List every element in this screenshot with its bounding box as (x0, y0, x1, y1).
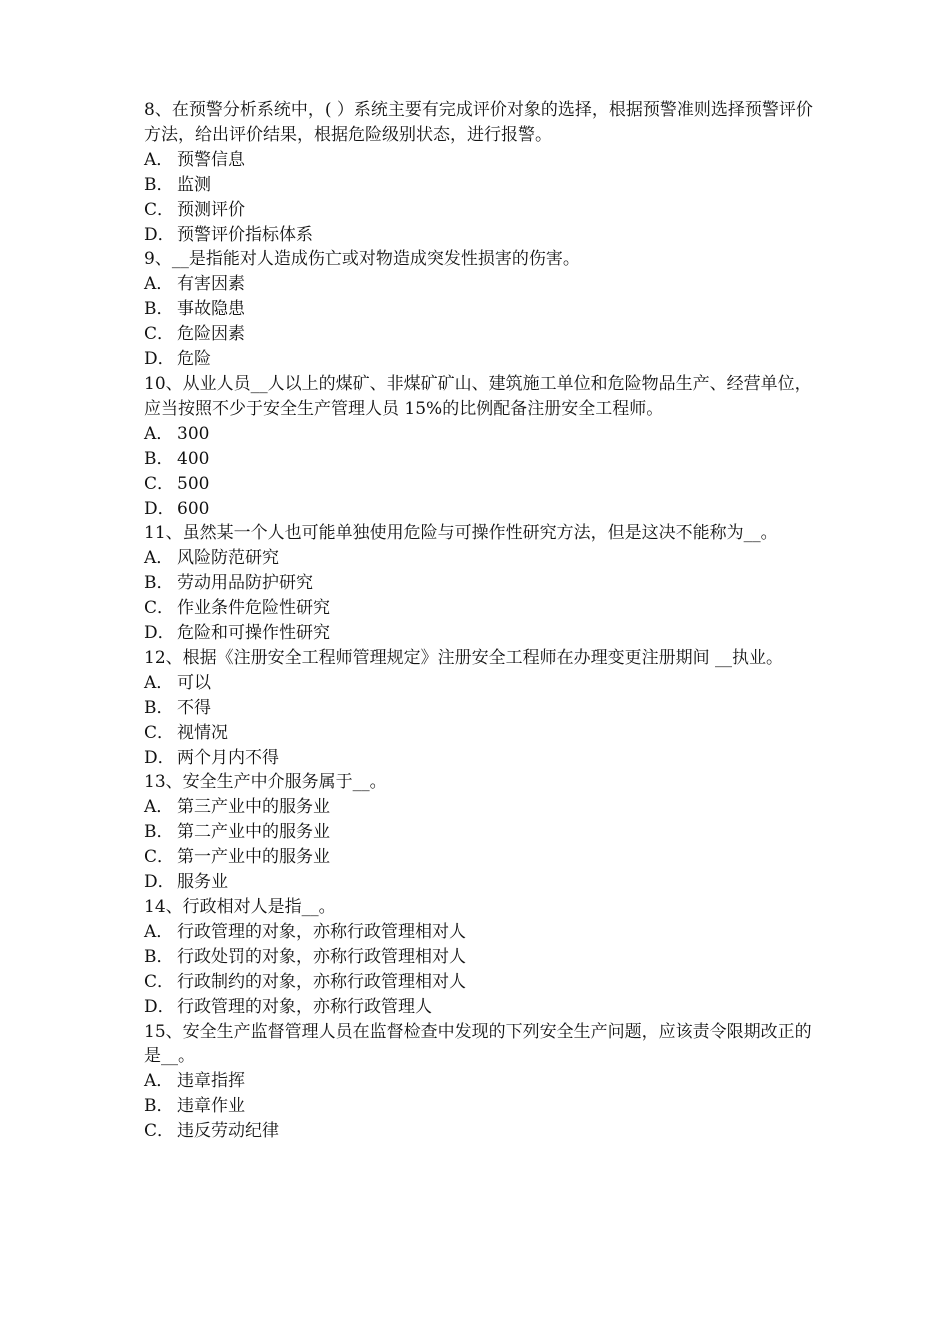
question-text: 13、安全生产中介服务属于__。 (144, 772, 387, 793)
option-a (144, 1069, 816, 1094)
option-c (144, 845, 816, 870)
question-15 (144, 1020, 816, 1145)
option-text: 行政处罚的对象，亦称行政管理相对人 (177, 946, 466, 967)
option-letter: A． (144, 797, 174, 818)
option-a (144, 795, 816, 820)
question-10 (144, 372, 816, 521)
option-letter: A． (144, 548, 174, 569)
option-text: 第三产业中的服务业 (177, 797, 330, 818)
option-a (144, 272, 816, 297)
question-12 (144, 646, 816, 771)
question-text: 9、__是指能对人造成伤亡或对物造成突发性损害的伤害。 (144, 249, 580, 270)
option-text: 300 (177, 423, 210, 444)
option-letter: A． (144, 149, 174, 170)
option-letter: B． (144, 946, 174, 967)
option-text: 危险和可操作性研究 (177, 623, 330, 644)
option-text: 第一产业中的服务业 (177, 847, 330, 868)
option-b (144, 1094, 816, 1119)
option-b (144, 173, 816, 198)
option-text: 违章作业 (177, 1096, 245, 1117)
option-a (144, 422, 816, 447)
option-text: 作业条件危险性研究 (177, 598, 330, 619)
option-text: 500 (177, 473, 210, 494)
option-text: 行政管理的对象，亦称行政管理相对人 (177, 921, 466, 942)
option-text: 预警评价指标体系 (177, 224, 313, 245)
option-letter: D． (144, 747, 175, 768)
question-13 (144, 770, 816, 895)
option-d (144, 870, 816, 895)
option-c (144, 970, 816, 995)
option-text: 有害因素 (177, 274, 245, 295)
option-text: 不得 (177, 697, 211, 718)
option-letter: D． (144, 996, 175, 1017)
question-11 (144, 521, 816, 646)
option-d (144, 497, 816, 522)
option-a (144, 148, 816, 173)
option-letter: C． (144, 971, 175, 992)
option-b (144, 571, 816, 596)
option-letter: B． (144, 299, 174, 320)
option-text: 第二产业中的服务业 (177, 822, 330, 843)
option-letter: B． (144, 573, 174, 594)
question-text: 12、根据《注册安全工程师管理规定》注册安全工程师在办理变更注册期间 __执业。 (144, 647, 784, 668)
option-d (144, 746, 816, 771)
option-letter: B． (144, 822, 174, 843)
option-d (144, 621, 816, 646)
option-letter: C． (144, 473, 175, 494)
option-letter: B． (144, 174, 174, 195)
option-letter: B． (144, 1096, 174, 1117)
option-letter: B． (144, 448, 174, 469)
option-text: 预警信息 (177, 149, 245, 170)
question-8 (144, 98, 816, 247)
option-b (144, 696, 816, 721)
option-c (144, 472, 816, 497)
option-d (144, 223, 816, 248)
option-text: 劳动用品防护研究 (177, 573, 313, 594)
option-letter: C． (144, 324, 175, 345)
option-text: 违章指挥 (177, 1071, 245, 1092)
option-letter: C． (144, 722, 175, 743)
question-14 (144, 895, 816, 1020)
option-letter: C． (144, 847, 175, 868)
option-letter: A． (144, 1071, 174, 1092)
option-c (144, 322, 816, 347)
option-text: 危险 (177, 349, 211, 370)
option-a (144, 671, 816, 696)
option-text: 服务业 (177, 872, 228, 893)
option-a (144, 920, 816, 945)
option-letter: A． (144, 921, 174, 942)
option-text: 600 (177, 498, 210, 519)
option-letter: D． (144, 224, 175, 245)
option-text: 违反劳动纪律 (177, 1121, 279, 1142)
option-d (144, 995, 816, 1020)
option-letter: A． (144, 274, 174, 295)
option-letter: C． (144, 598, 175, 619)
option-a (144, 546, 816, 571)
document-page (144, 98, 816, 1144)
question-text: 11、虽然某一个人也可能单独使用危险与可操作性研究方法，但是这决不能称为__。 (144, 523, 778, 544)
option-text: 危险因素 (177, 324, 245, 345)
question-text: 15、安全生产监督管理人员在监督检查中发现的下列安全生产问题，应该责令限期改正的是__。 (144, 1021, 812, 1067)
option-letter: B． (144, 697, 174, 718)
option-letter: D． (144, 623, 175, 644)
option-c (144, 1119, 816, 1144)
option-text: 视情况 (177, 722, 228, 743)
option-letter: D． (144, 498, 175, 519)
question-text: 8、在预警分析系统中，( ）系统主要有完成评价对象的选择，根据预警准则选择预警评价方法，给出评价结果，根据危险级别状态，进行报警。 (144, 100, 813, 145)
option-c (144, 721, 816, 746)
option-text: 事故隐患 (177, 299, 245, 320)
option-letter: D． (144, 872, 175, 893)
option-letter: C． (144, 199, 175, 220)
question-9 (144, 247, 816, 372)
option-text: 风险防范研究 (177, 548, 279, 569)
option-text: 两个月内不得 (177, 747, 279, 768)
option-letter: C． (144, 1121, 175, 1142)
option-text: 可以 (177, 672, 211, 693)
option-text: 监测 (177, 174, 211, 195)
option-b (144, 297, 816, 322)
option-b (144, 945, 816, 970)
question-text: 10、从业人员__人以上的煤矿、非煤矿矿山、建筑施工单位和危险物品生产、经营单位，应当按照不少于安全生产管理人员 15%的比例配备注册安全工程师。 (144, 373, 812, 419)
option-letter: A． (144, 672, 174, 693)
option-b (144, 447, 816, 472)
option-text: 预测评价 (177, 199, 245, 220)
option-c (144, 198, 816, 223)
option-c (144, 596, 816, 621)
option-letter: A． (144, 423, 174, 444)
option-text: 行政管理的对象，亦称行政管理人 (177, 996, 432, 1017)
option-text: 行政制约的对象，亦称行政管理相对人 (177, 971, 466, 992)
option-text: 400 (177, 448, 210, 469)
option-letter: D． (144, 349, 175, 370)
question-text: 14、行政相对人是指__。 (144, 897, 336, 917)
option-d (144, 347, 816, 372)
option-b (144, 820, 816, 845)
